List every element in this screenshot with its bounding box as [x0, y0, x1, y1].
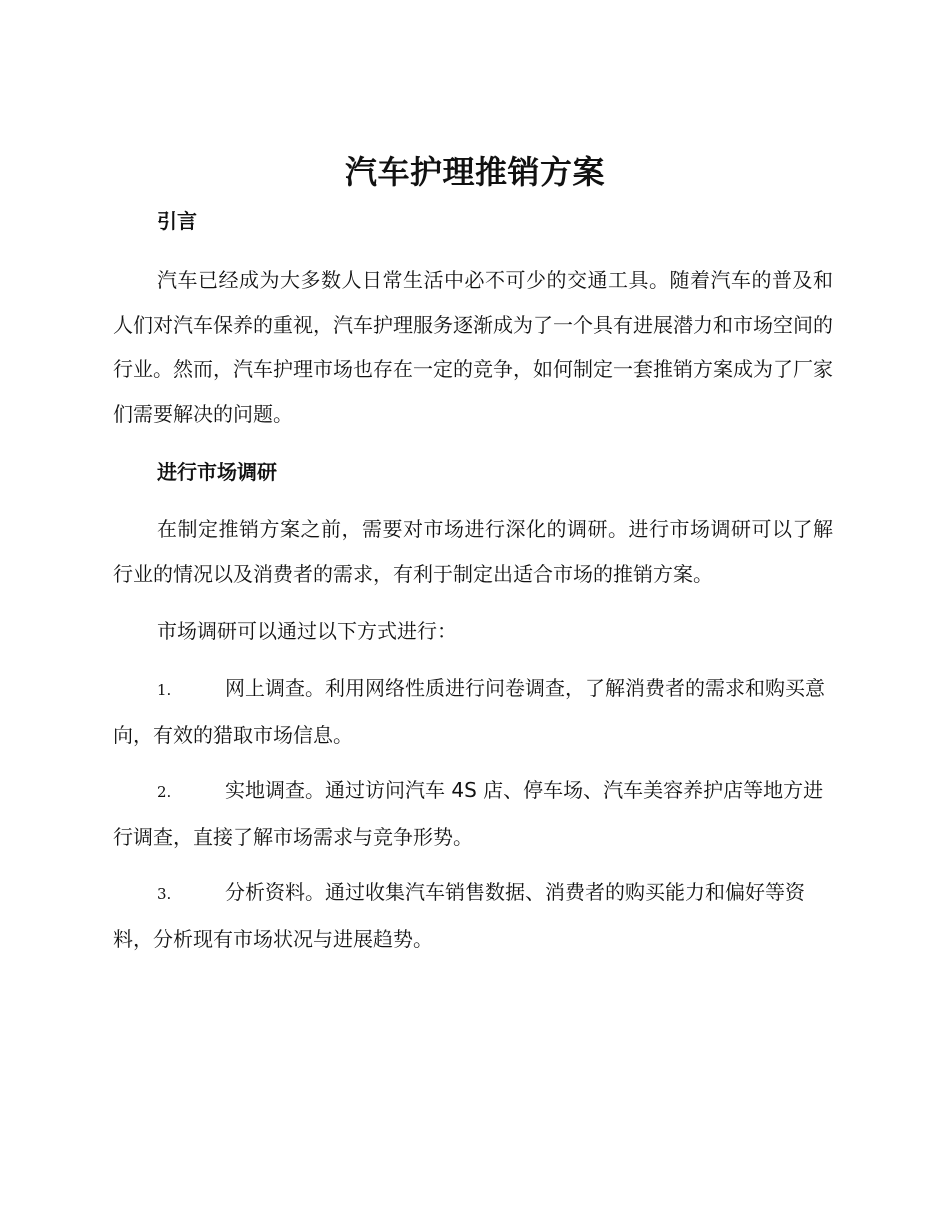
list-item-number: 1. [157, 681, 172, 699]
document-title: 汽车护理推销方案 [344, 153, 605, 191]
list-item-number: 3. [157, 885, 172, 903]
paragraph-research-methods-intro: 市场调研可以通过以下方式进行： [157, 619, 457, 643]
paragraph-market-research: 在制定推销方案之前，需要对市场进行深化的调研。进行市场调研可以了解行业的情况以及消费者的需求，有利于制定出适合市场的推销方案。 [113, 517, 833, 586]
paragraph-introduction: 汽车已经成为大多数人日常生活中必不可少的交通工具。随着汽车的普及和人们对汽车保养的重视，汽车护理服务逐渐成为了一个具有进展潜力和市场空间的行业。然而，汽车护理市场也存在一定的竞争，如何制定一套推销方案成为了厂家们需要解决的问题。 [113, 268, 833, 426]
list-item [113, 768, 833, 859]
list-item-text: 网上调查。利用网络性质进行问卷调查，了解消费者的需求和购买意向，有效的猎取市场信息。 [113, 676, 825, 747]
section-heading-market-research: 进行市场调研 [157, 460, 277, 484]
list-item [113, 666, 833, 757]
section-heading-introduction: 引言 [157, 209, 197, 233]
list-item-number: 2. [157, 783, 172, 801]
list-item [113, 870, 833, 961]
list-item-text: 分析资料。通过收集汽车销售数据、消费者的购买能力和偏好等资料，分析现有市场状况与进展趋势。 [113, 880, 805, 951]
list-item-text: 实地调查。通过访问汽车 4S 店、停车场、汽车美容养护店等地方进行调查，直接了解市场需求与竞争形势。 [113, 778, 824, 849]
